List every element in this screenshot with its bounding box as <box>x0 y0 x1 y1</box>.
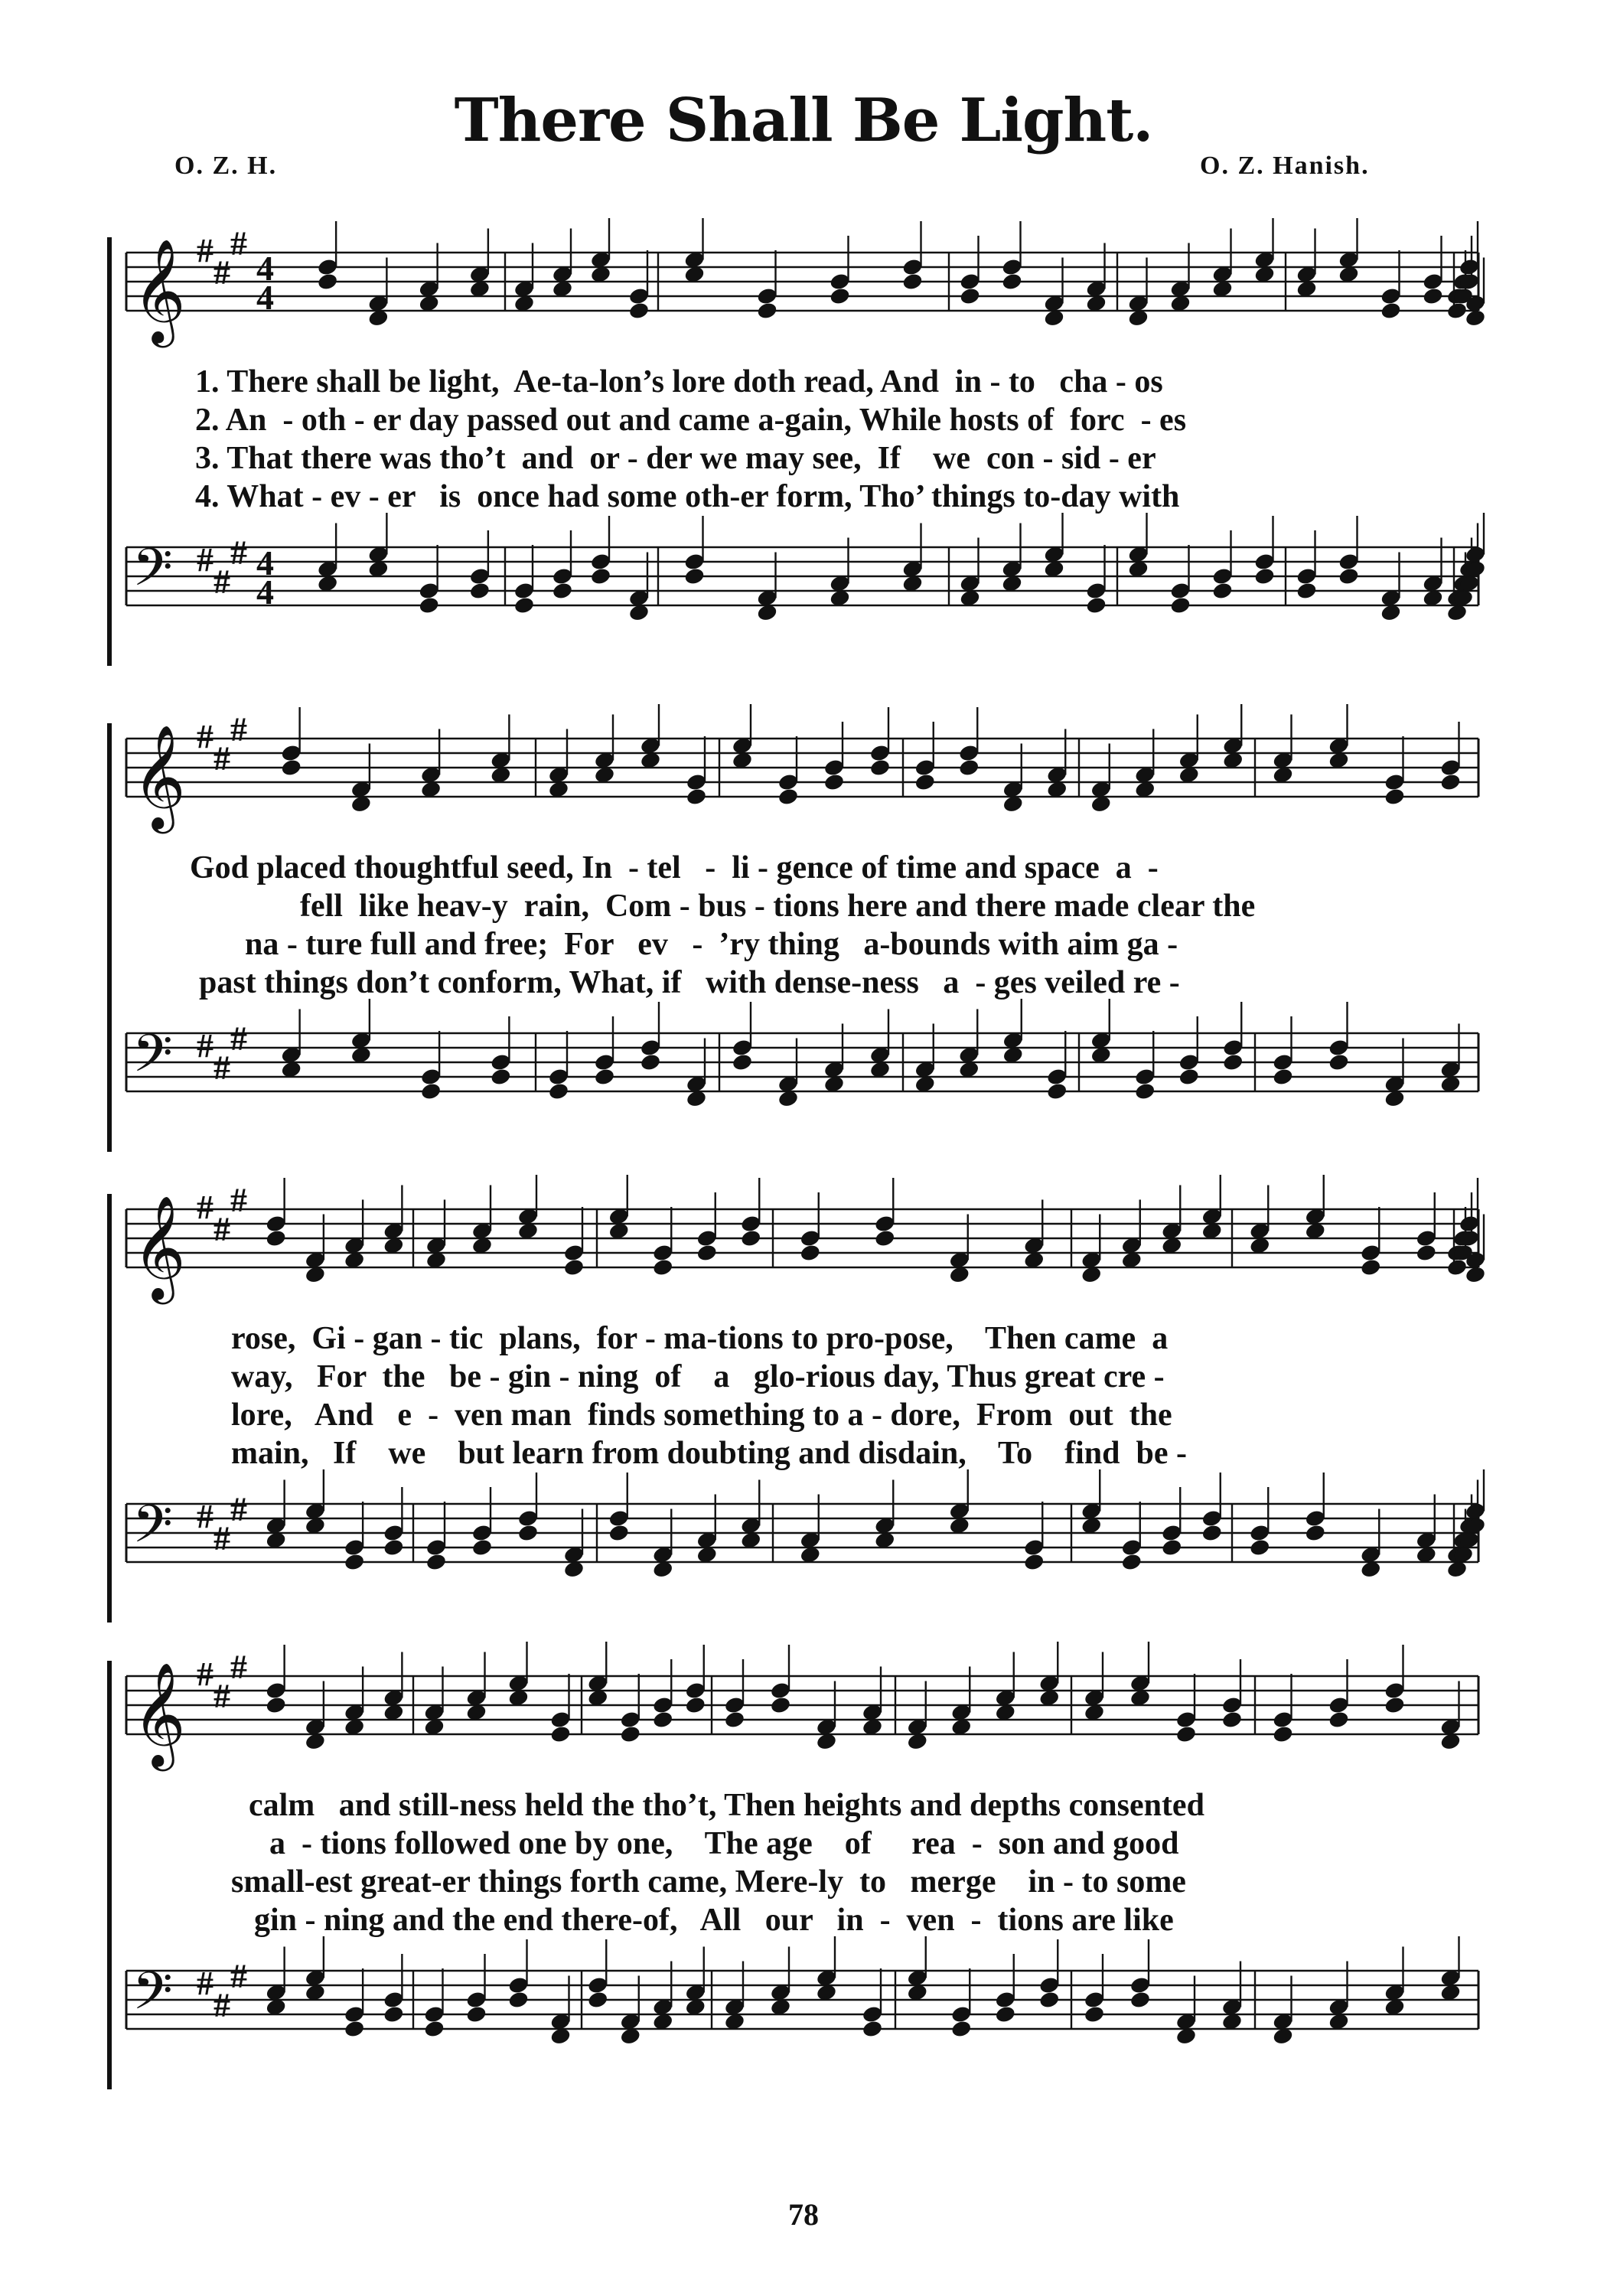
note-head <box>1422 286 1444 305</box>
note-head <box>383 1538 405 1557</box>
note-head <box>513 595 536 615</box>
note-head <box>652 1257 674 1277</box>
lyric-verse-4: past things don’t conform, What, if with dense-ness a - ges veiled re - <box>199 965 1180 1000</box>
note-head <box>548 1081 570 1101</box>
note-head <box>1446 1257 1468 1277</box>
sharp-icon: # <box>230 710 247 748</box>
sharp-icon: # <box>214 739 230 778</box>
note-head <box>425 1552 448 1571</box>
bass-staff-4 <box>0 1936 1607 2135</box>
sharp-icon: # <box>197 1027 214 1065</box>
note-head <box>1446 301 1468 320</box>
note-head <box>1384 1695 1406 1714</box>
lyric-verse-1: calm and still-ness held the tho’t, Then heights and depths consented <box>249 1788 1204 1823</box>
note-head <box>1221 1710 1244 1729</box>
note-head <box>799 1243 821 1262</box>
note-head <box>1249 1538 1271 1557</box>
treble-clef-icon: 𝄞 <box>132 723 186 829</box>
treble-clef-icon: 𝄞 <box>132 237 186 343</box>
lyric-verse-3: 3. That there was tho’t and or - der we may see, If we con - sid - er <box>195 441 1156 476</box>
sharp-icon: # <box>214 1049 230 1087</box>
note-head <box>1129 1990 1152 2009</box>
words-credit: O. Z. H. <box>174 152 278 180</box>
bass-staff-3 <box>0 1469 1607 1668</box>
note-head <box>1211 581 1234 600</box>
lyric-verse-3: na - ture full and free; For ev - ’ry thing a-bounds with aim ga - <box>245 927 1178 962</box>
note-head <box>756 301 778 320</box>
note-head <box>640 1052 662 1071</box>
bass-clef-icon: 𝄢 <box>132 1024 173 1097</box>
note-head <box>740 1228 762 1247</box>
note-head <box>1328 1710 1350 1729</box>
note-head <box>1201 1523 1223 1542</box>
note-head <box>471 1538 494 1557</box>
sharp-icon: # <box>214 563 230 601</box>
note-head <box>465 2004 487 2024</box>
note-head <box>696 1243 718 1262</box>
note-head <box>1439 772 1462 791</box>
sharp-icon: # <box>197 1965 214 2002</box>
note-head <box>994 2004 1016 2024</box>
note-head <box>344 1552 366 1571</box>
bass-clef-icon: 𝄢 <box>132 538 173 611</box>
lyric-verse-2: a - tions followed one by one, The age of rea - son and good <box>269 1826 1179 1861</box>
note-head <box>608 1523 630 1542</box>
sharp-icon: # <box>230 533 247 572</box>
note-head <box>619 1724 641 1743</box>
sharp-icon: # <box>214 1986 230 2024</box>
note-head <box>1253 566 1276 585</box>
time-signature-bottom: 4 <box>256 278 274 317</box>
lyric-verse-2: fell like heav-y rain, Com - bus - tions here and there made clear the <box>300 889 1256 924</box>
sharp-icon: # <box>230 1957 247 1995</box>
note-head <box>959 286 981 305</box>
lyric-verse-4: 4. What - ev - er is once had some oth-er form, Tho’ things to-day with <box>195 479 1180 514</box>
note-head <box>1360 1257 1382 1277</box>
treble-clef-icon: 𝄞 <box>132 1661 186 1766</box>
note-head <box>587 1990 609 2009</box>
note-head <box>683 566 706 585</box>
sharp-icon: # <box>214 253 230 292</box>
note-head <box>1222 1052 1244 1071</box>
sharp-icon: # <box>230 1648 247 1686</box>
note-head <box>265 1695 287 1714</box>
bass-clef-icon: 𝄢 <box>132 1495 173 1567</box>
note-head <box>552 581 574 600</box>
note-head <box>317 272 339 291</box>
note-head <box>901 272 924 291</box>
hymn-title: There Shall Be Light. <box>454 86 1153 155</box>
note-head <box>862 2019 884 2038</box>
note-head <box>732 1052 754 1071</box>
note-head <box>823 772 846 791</box>
note-head <box>420 1081 442 1101</box>
note-head <box>1272 1724 1294 1743</box>
lyric-verse-1: God placed thoughtful seed, In - tel - li - gence of time and space a - <box>190 850 1159 885</box>
bass-staff-2 <box>0 999 1607 1198</box>
note-head <box>1175 1724 1198 1743</box>
note-head <box>1384 787 1406 806</box>
sharp-icon: # <box>197 1498 214 1535</box>
note-head <box>914 772 936 791</box>
sharp-icon: # <box>197 541 214 579</box>
note-head <box>1272 1067 1294 1086</box>
note-head <box>507 1990 530 2009</box>
note-head <box>1304 1523 1326 1542</box>
note-head <box>777 787 800 806</box>
sharp-icon: # <box>230 1019 247 1058</box>
note-head <box>770 1695 792 1714</box>
note-head <box>1338 566 1360 585</box>
sharp-icon: # <box>214 1210 230 1248</box>
note-head <box>590 566 612 585</box>
sharp-icon: # <box>197 1655 214 1693</box>
lyric-verse-1: rose, Gi - gan - tic plans, for - ma-tions to pro-pose, Then came a <box>231 1321 1169 1356</box>
note-head <box>869 758 892 777</box>
note-head <box>1084 2004 1106 2024</box>
note-head <box>594 1067 616 1086</box>
lyric-verse-2: 2. An - oth - er day passed out and came a-gain, While hosts of forc - es <box>195 403 1187 438</box>
note-head <box>1178 1067 1200 1086</box>
note-head <box>1161 1538 1183 1557</box>
page-number: 78 <box>788 2197 819 2232</box>
note-head <box>1085 595 1107 615</box>
note-head <box>344 2019 366 2038</box>
system-bracket <box>107 1661 112 2089</box>
note-head <box>1328 1052 1350 1071</box>
note-head <box>958 758 980 777</box>
note-head <box>950 2019 973 2038</box>
bass-clef-icon: 𝄢 <box>132 1962 173 2034</box>
lyric-verse-3: small-est great-er things forth came, Mere-ly to merge in - to some <box>231 1864 1186 1900</box>
lyric-verse-2: way, For the be - gin - ning of a glo-rious day, Thus great cre - <box>231 1359 1165 1394</box>
lyric-verse-4: gin - ning and the end there-of, All our in - ven - tions are like <box>254 1903 1174 1938</box>
note-head <box>280 758 302 777</box>
note-head <box>829 286 851 305</box>
note-head <box>383 2004 405 2024</box>
note-head <box>1120 1552 1143 1571</box>
system-bracket <box>107 723 112 1152</box>
sharp-icon: # <box>230 1490 247 1528</box>
music-credit: O. Z. Hanish. <box>1200 152 1370 180</box>
time-signature-bottom: 4 <box>256 572 274 612</box>
sharp-icon: # <box>230 224 247 263</box>
note-head <box>1380 301 1402 320</box>
lyric-verse-1: 1. There shall be light, Ae-ta-lon’s lore doth read, And in - to cha - os <box>195 364 1163 400</box>
note-head <box>684 1695 706 1714</box>
note-head <box>265 1228 287 1247</box>
note-head <box>1038 1990 1061 2009</box>
sharp-icon: # <box>197 232 214 269</box>
note-head <box>469 581 491 600</box>
sharp-icon: # <box>197 1189 214 1226</box>
sharp-icon: # <box>214 1519 230 1557</box>
note-head <box>1415 1243 1437 1262</box>
lyric-verse-3: lore, And e - ven man finds something to a - dore, From out the <box>231 1397 1172 1433</box>
note-head <box>1023 1552 1045 1571</box>
sharp-icon: # <box>230 1181 247 1219</box>
time-signature-top: 4 <box>256 543 274 582</box>
note-head <box>1134 1081 1156 1101</box>
note-head <box>1169 595 1191 615</box>
note-head <box>1296 581 1318 600</box>
bass-staff-1 <box>0 513 1607 712</box>
note-head <box>490 1067 512 1086</box>
note-head <box>724 1710 746 1729</box>
note-head <box>418 595 440 615</box>
note-head <box>1001 272 1023 291</box>
sharp-icon: # <box>197 718 214 755</box>
note-head <box>628 301 650 320</box>
system-bracket <box>107 1194 112 1623</box>
note-head <box>1046 1081 1068 1101</box>
note-head <box>652 1710 674 1729</box>
note-head <box>686 787 708 806</box>
note-head <box>423 2019 445 2038</box>
lyric-verse-4: main, If we but learn from doubting and disdain, To find be - <box>231 1436 1188 1471</box>
note-head <box>549 1724 572 1743</box>
system-bracket <box>107 237 112 666</box>
sharp-icon: # <box>214 1677 230 1715</box>
note-head <box>563 1257 585 1277</box>
time-signature-top: 4 <box>256 249 274 288</box>
note-head <box>874 1228 896 1247</box>
note-head <box>517 1523 539 1542</box>
treble-clef-icon: 𝄞 <box>132 1194 186 1300</box>
